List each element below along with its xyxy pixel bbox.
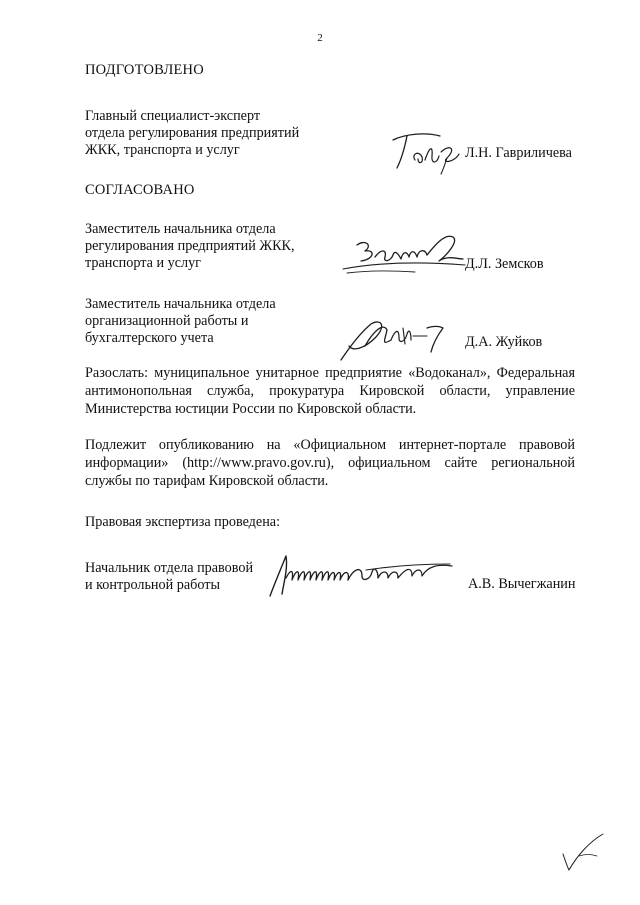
signature-zemskov bbox=[335, 225, 475, 285]
check-mark-icon bbox=[555, 828, 610, 883]
agreed-position-1 bbox=[85, 221, 295, 272]
signature-vychegzhanin bbox=[262, 548, 462, 603]
position-line: отдела регулирования предприятий bbox=[85, 125, 300, 141]
position-line: бухгалтерского учета bbox=[85, 330, 214, 346]
legal-review-statement: Правовая экспертиза проведена: bbox=[85, 514, 281, 530]
signatory-name: Д.А. Жуйков bbox=[465, 334, 543, 350]
signatory-name: А.В. Вычегжанин bbox=[468, 576, 576, 592]
legal-review-position bbox=[85, 560, 253, 594]
position-line: Заместитель начальника отдела bbox=[85, 221, 276, 237]
position-line: организационной работы и bbox=[85, 313, 249, 329]
position-line: Главный специалист-эксперт bbox=[85, 108, 261, 124]
distribution-paragraph: Разослать: муниципальное унитарное предприятие «Водоканал», Федеральная антимонопольная служба, прокуратура Кировской области, управление Министерства юстиции России по Кировской области. bbox=[85, 365, 575, 417]
position-line: ЖКК, транспорта и услуг bbox=[85, 142, 240, 158]
position-line: Начальник отдела правовой bbox=[85, 560, 254, 576]
publication-paragraph: Подлежит опубликованию на «Официальном интернет-портале правовой информации» (http://www.pravo.gov.ru), официальном сайте региональной службы по тарифам Кировской области. bbox=[85, 437, 575, 489]
agreed-heading: СОГЛАСОВАНО bbox=[85, 182, 195, 198]
position-line: транспорта и услуг bbox=[85, 255, 201, 271]
signature-zhuikov bbox=[335, 310, 455, 365]
position-line: регулирования предприятий ЖКК, bbox=[85, 238, 295, 254]
signatory-name: Л.Н. Гавриличева bbox=[465, 145, 572, 161]
agreed-position-2 bbox=[85, 296, 276, 347]
signature-gavrilicheva bbox=[385, 130, 465, 175]
page-number: 2 bbox=[317, 32, 323, 44]
prepared-position bbox=[85, 108, 299, 159]
position-line: и контрольной работы bbox=[85, 577, 220, 593]
prepared-heading: ПОДГОТОВЛЕНО bbox=[85, 62, 204, 78]
position-line: Заместитель начальника отдела bbox=[85, 296, 276, 312]
signatory-name: Д.Л. Земсков bbox=[465, 256, 544, 272]
